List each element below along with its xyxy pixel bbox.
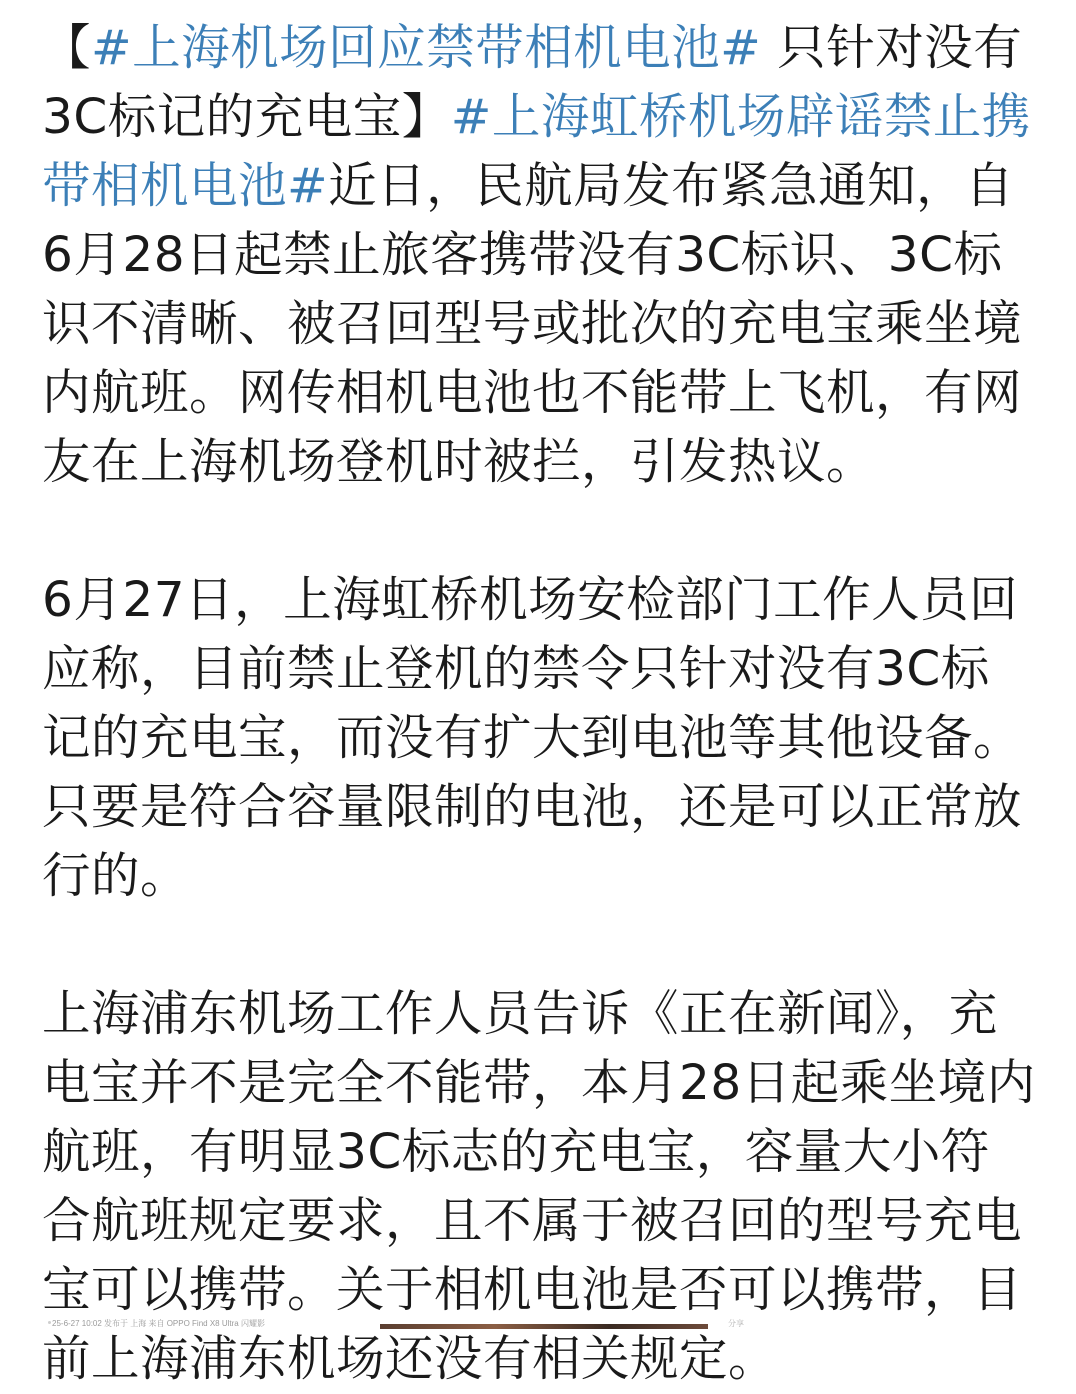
share-link[interactable]: 分享 bbox=[728, 1319, 744, 1328]
hashtag-hongqiao-airport-rumor[interactable]: #上海虹桥机场辟谣禁止携带相机电池# bbox=[42, 89, 1031, 214]
open-bracket: 【 bbox=[42, 20, 92, 76]
headline-text: 只针对没有3C标记的充电宝 bbox=[42, 20, 1023, 145]
meta-dot-icon bbox=[48, 1321, 51, 1324]
paragraph-1-body: 近日，民航局发布紧急通知，自6月28日起禁止旅客携带没有3C标识、3C标识不清晰、被召回型号或批次的充电宝乘坐境内航班。网传相机电池也不能带上飞机，有网友在上海机场登机时被拦，引发热议。 bbox=[42, 158, 1023, 490]
weibo-post-body bbox=[42, 14, 1037, 1394]
image-thumbnail[interactable] bbox=[380, 1324, 708, 1329]
post-paragraph-1 bbox=[42, 14, 1037, 497]
post-meta-strip bbox=[0, 1318, 1076, 1329]
post-meta-info: 25-6-27 10:02 发布于 上海 来自 OPPO Find X8 Ultra 闪耀影 bbox=[52, 1319, 265, 1328]
post-paragraph-3: 上海浦东机场工作人员告诉《正在新闻》，充电宝并不是完全不能带，本月28日起乘坐境内航班，有明显3C标志的充电宝，容量大小符合航班规定要求，且不属于被召回的型号充电宝可以携带。关于相机电池是否可以携带，目前上海浦东机场还没有相关规定。 bbox=[42, 986, 1036, 1387]
post-paragraph-2: 6月27日，上海虹桥机场安检部门工作人员回应称，目前禁止登机的禁令只针对没有3C标记的充电宝，而没有扩大到电池等其他设备。只要是符合容量限制的电池，还是可以正常放行的。 bbox=[42, 572, 1023, 904]
close-bracket: 】 bbox=[401, 89, 451, 145]
hashtag-shanghai-airport-camera-battery[interactable]: #上海机场回应禁带相机电池# bbox=[91, 20, 762, 76]
